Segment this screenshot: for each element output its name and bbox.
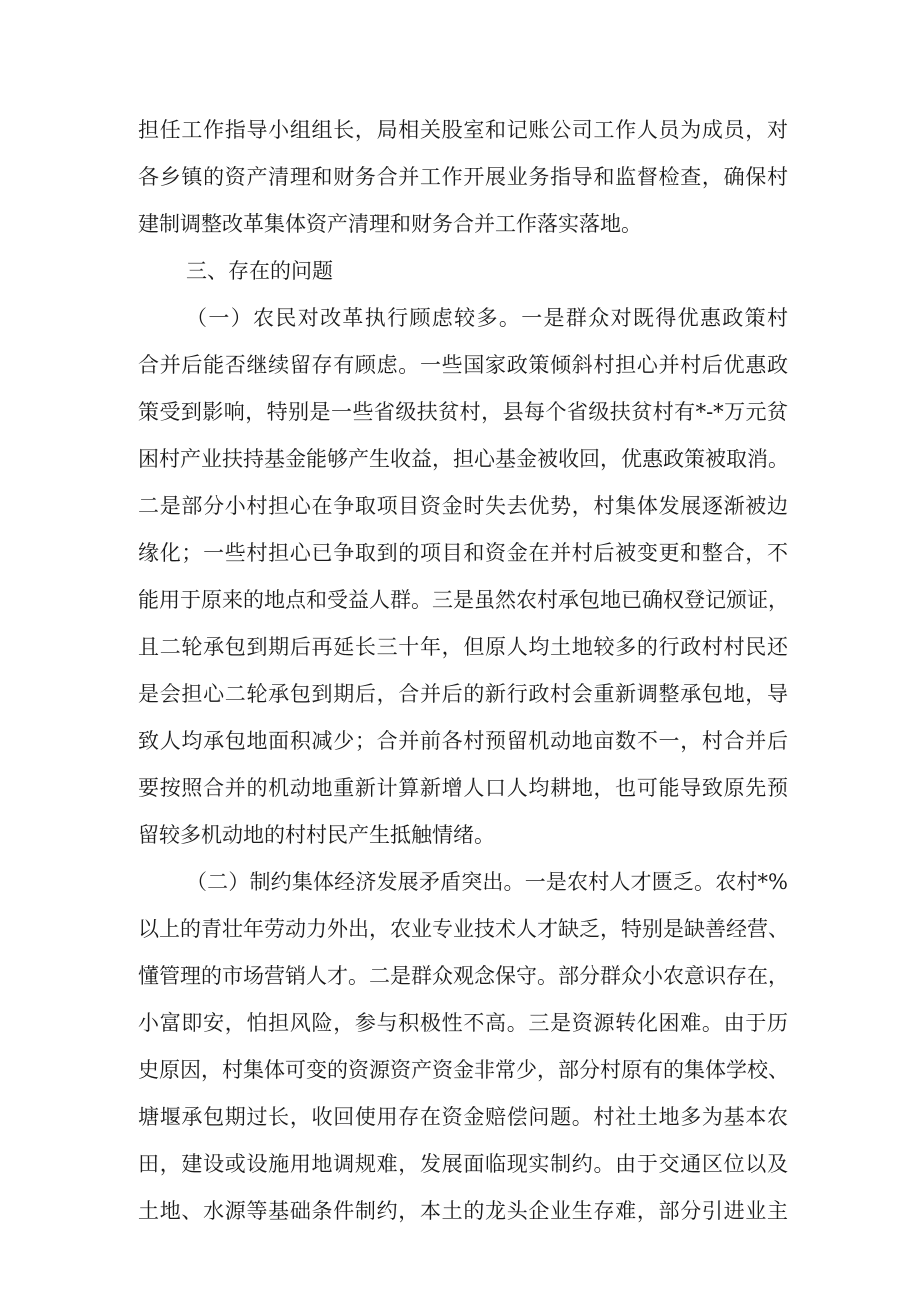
body-text-line: 合并后能否继续留存有顾虑。一些国家政策倾斜村担心并村后优惠政 — [138, 353, 788, 377]
subsection-heading-line: （一）农民对改革执行顾虑较多。一是群众对既得优惠政策村 — [186, 306, 788, 330]
body-text-line: 担任工作指导小组组长，局相关股室和记账公司工作人员为成员，对 — [138, 118, 788, 142]
body-text-line: 田，建设或设施用地调规难，发展面临现实制约。由于交通区位以及 — [138, 1152, 788, 1176]
body-text-line: 缘化；一些村担心已争取到的项目和资金在并村后被变更和整合，不 — [138, 541, 788, 565]
body-text-line: 困村产业扶持基金能够产生收益，担心基金被收回，优惠政策被取消。 — [138, 447, 789, 471]
body-text-line: 懂管理的市场营销人才。二是群众观念保守。部分群众小农意识存在， — [138, 964, 789, 988]
body-text-line: 能用于原来的地点和受益人群。三是虽然农村承包地已确权登记颁证， — [138, 588, 789, 612]
body-text-line: 策受到影响，特别是一些省级扶贫村，县每个省级扶贫村有*-*万元贫 — [138, 400, 788, 424]
body-text-line: 塘堰承包期过长，收回使用存在资金赔偿问题。村社土地多为基本农 — [138, 1105, 788, 1129]
body-text-line: 致人均承包地面积减少；合并前各村预留机动地亩数不一，村合并后 — [138, 729, 788, 753]
section-heading: 三、存在的问题 — [186, 259, 333, 283]
subsection-heading-line: （二）制约集体经济发展矛盾突出。一是农村人才匮乏。农村*% — [186, 870, 788, 894]
body-text-line: 以上的青壮年劳动力外出，农业专业技术人才缺乏，特别是缺善经营、 — [138, 917, 789, 941]
body-text-line: 要按照合并的机动地重新计算新增人口人均耕地，也可能导致原先预 — [138, 776, 788, 800]
body-text-line: 留较多机动地的村村民产生抵触情绪。 — [138, 823, 495, 847]
body-text-line: 小富即安，怕担风险，参与积极性不高。三是资源转化困难。由于历 — [138, 1011, 788, 1035]
body-text-line: 史原因，村集体可变的资源资产资金非常少，部分村原有的集体学校、 — [138, 1058, 789, 1082]
body-text-line: 土地、水源等基础条件制约，本土的龙头企业生存难，部分引进业主 — [138, 1199, 788, 1223]
body-text-line: 且二轮承包到期后再延长三十年，但原人均土地较多的行政村村民还 — [138, 635, 788, 659]
body-text-line: 建制调整改革集体资产清理和财务合并工作落实落地。 — [138, 212, 642, 236]
body-text-line: 二是部分小村担心在争取项目资金时失去优势，村集体发展逐渐被边 — [138, 494, 788, 518]
body-text-line: 各乡镇的资产清理和财务合并工作开展业务指导和监督检查，确保村 — [138, 165, 788, 189]
body-text-line: 是会担心二轮承包到期后，合并后的新行政村会重新调整承包地，导 — [138, 682, 788, 706]
